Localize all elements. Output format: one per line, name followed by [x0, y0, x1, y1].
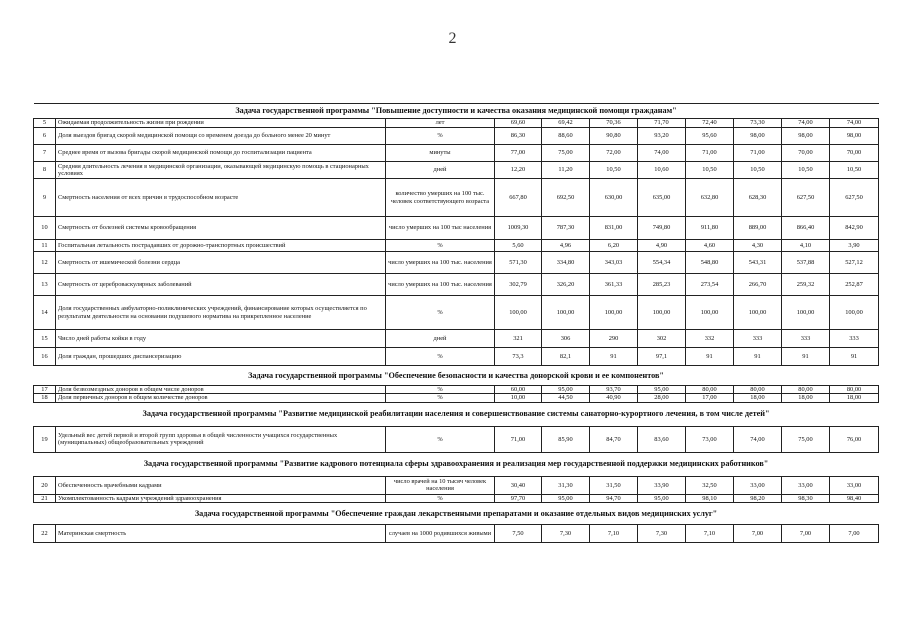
indicator-value: 749,80 [638, 217, 686, 240]
row-number: 16 [34, 348, 56, 366]
row-number: 13 [34, 274, 56, 296]
indicator-value: 4,90 [638, 240, 686, 252]
indicator-value: 7,30 [638, 525, 686, 543]
indicator-value: 33,90 [638, 476, 686, 494]
indicator-value: 91 [590, 348, 638, 366]
indicator-name: Обеспеченность врачебными кадрами [56, 476, 386, 494]
indicator-value: 100,00 [830, 296, 879, 330]
indicator-name: Смертность от цереброваскулярных заболеваний [56, 274, 386, 296]
row-number: 20 [34, 476, 56, 494]
indicator-value: 32,50 [686, 476, 734, 494]
row-number: 5 [34, 119, 56, 128]
indicator-value: 74,00 [782, 119, 830, 128]
row-number: 22 [34, 525, 56, 543]
indicator-name: Доля первичных доноров в общем количестве доноров [56, 394, 386, 402]
unit-of-measure: % [386, 240, 495, 252]
row-number: 8 [34, 162, 56, 179]
unit-of-measure: дней [386, 162, 495, 179]
unit-of-measure: % [386, 128, 495, 145]
indicator-value: 627,50 [830, 179, 879, 217]
unit-of-measure: дней [386, 330, 495, 348]
indicator-value: 332 [686, 330, 734, 348]
unit-of-measure: количество умерших на 100 тыс. человек соответствующего возраста [386, 179, 495, 217]
indicator-value: 91 [782, 348, 830, 366]
indicator-value: 31,30 [542, 476, 590, 494]
table-row [34, 128, 879, 145]
unit-of-measure: число умерших на 100 тыс. населения [386, 252, 495, 274]
indicator-value: 7,00 [830, 525, 879, 543]
indicator-value: 33,00 [782, 476, 830, 494]
indicator-value: 10,50 [734, 162, 782, 179]
indicator-value: 28,00 [638, 394, 686, 402]
indicator-value: 7,00 [734, 525, 782, 543]
indicator-value: 302 [638, 330, 686, 348]
unit-of-measure: % [386, 296, 495, 330]
table-row [34, 240, 879, 252]
indicator-value: 18,00 [830, 394, 879, 402]
indicators-table-body [34, 104, 879, 543]
indicator-name: Доля граждан, прошедших диспансеризацию [56, 348, 386, 366]
indicator-value: 333 [830, 330, 879, 348]
indicator-value: 97,1 [638, 348, 686, 366]
row-number: 19 [34, 426, 56, 452]
indicator-value: 252,87 [830, 274, 879, 296]
indicator-value: 10,50 [830, 162, 879, 179]
indicator-value: 18,00 [734, 394, 782, 402]
row-number: 9 [34, 179, 56, 217]
section-header-text: Задача государственной программы "Обеспечение граждан лекарственными препаратами и оказание отдельных видов медицинских услуг" [34, 503, 879, 525]
section-header-row [34, 402, 879, 426]
indicator-value: 100,00 [542, 296, 590, 330]
indicator-value: 343,03 [590, 252, 638, 274]
unit-of-measure: % [386, 494, 495, 502]
indicator-value: 91 [734, 348, 782, 366]
indicator-value: 95,00 [542, 386, 590, 394]
unit-of-measure: число врачей на 10 тысяч человек населения [386, 476, 495, 494]
row-number: 15 [34, 330, 56, 348]
row-number: 7 [34, 145, 56, 162]
table-row [34, 426, 879, 452]
section-header-text: Задача государственной программы "Обеспечение безопасности и качества донорской крови и ее компонентов" [34, 366, 879, 386]
indicator-value: 98,10 [686, 494, 734, 502]
indicator-value: 12,20 [495, 162, 542, 179]
indicator-value: 889,00 [734, 217, 782, 240]
indicator-value: 10,60 [638, 162, 686, 179]
indicator-name: Смертность от ишемической болезни сердца [56, 252, 386, 274]
indicator-value: 326,20 [542, 274, 590, 296]
indicator-value: 88,60 [542, 128, 590, 145]
indicator-value: 60,00 [495, 386, 542, 394]
row-number: 14 [34, 296, 56, 330]
row-number: 17 [34, 386, 56, 394]
indicator-value: 69,42 [542, 119, 590, 128]
unit-of-measure: % [386, 394, 495, 402]
indicator-value: 4,96 [542, 240, 590, 252]
indicator-value: 10,50 [686, 162, 734, 179]
indicator-value: 95,00 [638, 494, 686, 502]
unit-of-measure: случаев на 1000 родившихся живыми [386, 525, 495, 543]
indicator-value: 93,20 [638, 128, 686, 145]
indicator-value: 98,00 [782, 128, 830, 145]
table-row [34, 145, 879, 162]
indicator-value: 85,90 [542, 426, 590, 452]
indicator-value: 4,10 [782, 240, 830, 252]
indicator-value: 70,00 [782, 145, 830, 162]
unit-of-measure: % [386, 426, 495, 452]
table-row [34, 162, 879, 179]
indicator-value: 866,40 [782, 217, 830, 240]
section-header-text: Задача государственной программы "Развитие медицинской реабилитации населения и совершенствование системы санаторно-курортного лечения, в том числе детей" [34, 402, 879, 426]
indicator-value: 73,00 [686, 426, 734, 452]
indicator-value: 7,10 [686, 525, 734, 543]
indicator-value: 97,70 [495, 494, 542, 502]
indicator-value: 3,90 [830, 240, 879, 252]
indicator-value: 75,00 [542, 145, 590, 162]
indicator-value: 71,00 [686, 145, 734, 162]
indicator-value: 548,80 [686, 252, 734, 274]
indicator-value: 71,00 [495, 426, 542, 452]
indicator-value: 4,60 [686, 240, 734, 252]
section-header-text: Задача государственной программы "Повышение доступности и качества оказания медицинской помощи гражданам" [34, 104, 879, 119]
indicator-name: Ожидаемая продолжительность жизни при рождении [56, 119, 386, 128]
indicator-value: 98,30 [782, 494, 830, 502]
indicator-value: 4,30 [734, 240, 782, 252]
indicator-value: 69,60 [495, 119, 542, 128]
indicator-value: 100,00 [782, 296, 830, 330]
table-row [34, 394, 879, 402]
indicator-value: 91 [830, 348, 879, 366]
indicator-value: 6,20 [590, 240, 638, 252]
indicator-value: 630,00 [590, 179, 638, 217]
section-header-row [34, 452, 879, 476]
indicator-value: 98,20 [734, 494, 782, 502]
indicator-value: 71,70 [638, 119, 686, 128]
unit-of-measure: число умерших на 100 тыс. населения [386, 274, 495, 296]
indicator-value: 11,20 [542, 162, 590, 179]
table-row [34, 386, 879, 394]
indicator-value: 627,50 [782, 179, 830, 217]
indicator-value: 86,30 [495, 128, 542, 145]
indicator-value: 554,34 [638, 252, 686, 274]
table-row [34, 330, 879, 348]
indicator-value: 100,00 [734, 296, 782, 330]
indicator-value: 73,3 [495, 348, 542, 366]
indicator-value: 95,60 [686, 128, 734, 145]
indicator-value: 7,50 [495, 525, 542, 543]
indicator-value: 692,50 [542, 179, 590, 217]
indicator-value: 18,00 [782, 394, 830, 402]
unit-of-measure: число умерших на 100 тыс населения [386, 217, 495, 240]
indicator-value: 273,54 [686, 274, 734, 296]
row-number: 6 [34, 128, 56, 145]
indicator-value: 70,00 [830, 145, 879, 162]
indicator-value: 831,00 [590, 217, 638, 240]
indicator-value: 73,30 [734, 119, 782, 128]
indicator-value: 635,00 [638, 179, 686, 217]
indicator-name: Среднее время от вызова бригады скорой медицинской помощи до госпитализации пациента [56, 145, 386, 162]
indicator-value: 7,30 [542, 525, 590, 543]
indicator-value: 527,12 [830, 252, 879, 274]
indicator-value: 571,30 [495, 252, 542, 274]
row-number: 12 [34, 252, 56, 274]
table-row [34, 494, 879, 502]
indicator-name: Число дней работы койки в году [56, 330, 386, 348]
indicator-value: 632,80 [686, 179, 734, 217]
indicator-value: 628,30 [734, 179, 782, 217]
indicator-value: 361,33 [590, 274, 638, 296]
table-row [34, 217, 879, 240]
indicator-value: 98,00 [734, 128, 782, 145]
table-row [34, 476, 879, 494]
indicator-value: 71,00 [734, 145, 782, 162]
table-row [34, 179, 879, 217]
table-row [34, 252, 879, 274]
indicator-value: 40,90 [590, 394, 638, 402]
indicator-value: 266,70 [734, 274, 782, 296]
indicator-name: Укомплектованность кадрами учреждений здравоохранения [56, 494, 386, 502]
indicator-value: 10,50 [782, 162, 830, 179]
section-header-text: Задача государственной программы "Развитие кадрового потенциала сферы здравоохранения и реализация мер государственной поддержки медицинских работников" [34, 452, 879, 476]
indicator-value: 33,00 [830, 476, 879, 494]
indicator-value: 100,00 [495, 296, 542, 330]
indicator-value: 10,50 [590, 162, 638, 179]
indicator-name: Средняя длительность лечения в медицинской организации, оказывающей медицинскую помощь в стационарных условиях [56, 162, 386, 179]
indicator-name: Смертность населения от всех причин в трудоспособном возрасте [56, 179, 386, 217]
table-row [34, 296, 879, 330]
indicator-value: 84,70 [590, 426, 638, 452]
indicator-value: 80,00 [830, 386, 879, 394]
unit-of-measure: минуты [386, 145, 495, 162]
indicator-value: 98,00 [830, 128, 879, 145]
table-row [34, 274, 879, 296]
page-number: 2 [448, 30, 457, 47]
indicator-value: 333 [734, 330, 782, 348]
indicator-value: 306 [542, 330, 590, 348]
section-header-row [34, 104, 879, 119]
indicator-value: 44,50 [542, 394, 590, 402]
row-number: 10 [34, 217, 56, 240]
indicator-value: 98,40 [830, 494, 879, 502]
indicator-value: 10,00 [495, 394, 542, 402]
indicator-value: 334,80 [542, 252, 590, 274]
section-header-row [34, 503, 879, 525]
indicator-value: 77,00 [495, 145, 542, 162]
indicator-value: 333 [782, 330, 830, 348]
indicator-value: 82,1 [542, 348, 590, 366]
indicator-value: 100,00 [638, 296, 686, 330]
indicator-value: 543,31 [734, 252, 782, 274]
indicator-value: 30,40 [495, 476, 542, 494]
indicator-value: 7,00 [782, 525, 830, 543]
indicators-table [33, 103, 879, 543]
indicator-value: 74,00 [734, 426, 782, 452]
indicator-name: Госпитальная летальность пострадавших от дорожно-транспортных происшествий [56, 240, 386, 252]
indicator-value: 91 [686, 348, 734, 366]
indicator-name: Материнская смертность [56, 525, 386, 543]
indicator-value: 17,00 [686, 394, 734, 402]
indicator-value: 83,60 [638, 426, 686, 452]
indicator-value: 70,36 [590, 119, 638, 128]
table-row [34, 525, 879, 543]
indicator-value: 75,00 [782, 426, 830, 452]
indicator-value: 100,00 [686, 296, 734, 330]
indicator-value: 31,50 [590, 476, 638, 494]
indicator-value: 285,23 [638, 274, 686, 296]
indicator-name: Удельный вес детей первой и второй групп здоровья в общей численности учащихся государственных (муниципальных) общеобразовательных учреждений [56, 426, 386, 452]
table-row [34, 348, 879, 366]
indicator-value: 1009,30 [495, 217, 542, 240]
indicator-value: 290 [590, 330, 638, 348]
indicator-value: 95,00 [638, 386, 686, 394]
indicator-value: 7,10 [590, 525, 638, 543]
indicator-name: Доля безвозмездных доноров в общем числе доноров [56, 386, 386, 394]
indicator-value: 100,00 [590, 296, 638, 330]
indicator-value: 76,00 [830, 426, 879, 452]
indicator-value: 787,30 [542, 217, 590, 240]
indicator-value: 90,80 [590, 128, 638, 145]
row-number: 21 [34, 494, 56, 502]
unit-of-measure: % [386, 386, 495, 394]
indicator-value: 911,80 [686, 217, 734, 240]
indicator-value: 33,00 [734, 476, 782, 494]
indicator-value: 80,00 [686, 386, 734, 394]
unit-of-measure: лет [386, 119, 495, 128]
indicator-value: 537,88 [782, 252, 830, 274]
indicator-value: 80,00 [734, 386, 782, 394]
section-header-row [34, 366, 879, 386]
indicator-value: 72,40 [686, 119, 734, 128]
indicator-value: 667,80 [495, 179, 542, 217]
indicator-value: 302,79 [495, 274, 542, 296]
indicator-value: 74,00 [830, 119, 879, 128]
indicator-value: 95,00 [542, 494, 590, 502]
indicator-name: Доля государственных амбулаторно-поликлинических учреждений, финансирование которых осуществляется по результатам деятельности на основании подушевого норматива на прикрепленное население [56, 296, 386, 330]
indicator-value: 259,32 [782, 274, 830, 296]
indicator-value: 842,90 [830, 217, 879, 240]
indicator-value: 74,00 [638, 145, 686, 162]
indicator-value: 72,00 [590, 145, 638, 162]
unit-of-measure: % [386, 348, 495, 366]
table-row [34, 119, 879, 128]
indicator-value: 93,70 [590, 386, 638, 394]
indicator-name: Смертность от болезней системы кровообращения [56, 217, 386, 240]
row-number: 18 [34, 394, 56, 402]
indicator-value: 80,00 [782, 386, 830, 394]
indicator-value: 5,60 [495, 240, 542, 252]
indicator-name: Доля выездов бригад скорой медицинской помощи со временем доезда до больного менее 20 минут [56, 128, 386, 145]
indicator-value: 321 [495, 330, 542, 348]
indicator-value: 94,70 [590, 494, 638, 502]
row-number: 11 [34, 240, 56, 252]
